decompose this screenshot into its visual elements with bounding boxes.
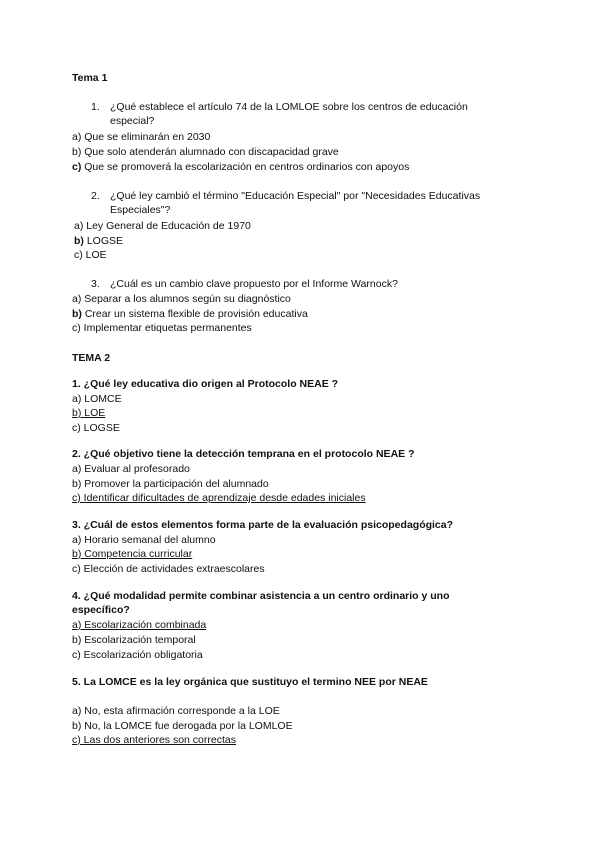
tema2-q2-option-c: c) Identificar dificultades de aprendizaje desde edades iniciales bbox=[72, 492, 366, 504]
tema2-q2-option-a: a) Evaluar al profesorado bbox=[72, 463, 190, 475]
tema1-q2-question-line1: ¿Qué ley cambió el término "Educación Especial" por "Necesidades Educativas bbox=[110, 190, 481, 202]
tema2-q4-option-b: b) Escolarización temporal bbox=[72, 634, 196, 646]
tema2-q2-option-b: b) Promover la participación del alumnado bbox=[72, 478, 269, 490]
tema1-heading: Tema 1 bbox=[72, 72, 108, 84]
tema1-q3-question: ¿Cuál es un cambio clave propuesto por el Informe Warnock? bbox=[110, 278, 398, 290]
tema2-q4-option-c: c) Escolarización obligatoria bbox=[72, 649, 203, 661]
tema1-q2-option-b-letter: b) bbox=[74, 235, 84, 247]
tema2-q1-option-b: b) LOE bbox=[72, 407, 106, 419]
tema1-q1-question-line1: ¿Qué establece el artículo 74 de la LOMLOE sobre los centros de educación bbox=[110, 101, 468, 113]
tema2-q3-question: 3. ¿Cuál de estos elementos forma parte de la evaluación psicopedagógica? bbox=[72, 519, 454, 531]
tema1-q2-option-c: c) LOE bbox=[74, 249, 107, 261]
tema1-q2-option-b-text: LOGSE bbox=[83, 235, 124, 247]
tema1-q1-question-line2: especial? bbox=[110, 115, 155, 127]
tema1-q3-option-b-letter: b) bbox=[72, 308, 82, 320]
tema1-q3-option-a: a) Separar a los alumnos según su diagnóstico bbox=[72, 293, 291, 305]
tema1-q1-option-b: b) Que solo atenderán alumnado con discapacidad grave bbox=[72, 146, 339, 158]
tema2-q5-option-b: b) No, la LOMCE fue derogada por la LOMLOE bbox=[72, 720, 293, 732]
tema1-q2-question-line2: Especiales"? bbox=[110, 204, 171, 216]
tema2-q3-option-a: a) Horario semanal del alumno bbox=[72, 534, 216, 546]
tema1-q3-option-b bbox=[72, 308, 308, 321]
tema1-q2-option-b bbox=[74, 235, 123, 248]
tema1-q3-option-b-text: Crear un sistema flexible de provisión educativa bbox=[81, 308, 308, 320]
tema2-q5-question: 5. La LOMCE es la ley orgánica que sustituyo el termino NEE por NEAE bbox=[72, 676, 428, 688]
tema2-q3-option-c: c) Elección de actividades extraescolares bbox=[72, 563, 265, 575]
tema2-q1-option-c: c) LOGSE bbox=[72, 422, 120, 434]
tema1-q1-option-c-letter: c) bbox=[72, 161, 82, 173]
tema2-q1-option-a: a) LOMCE bbox=[72, 393, 122, 405]
tema2-q4-option-a: a) Escolarización combinada bbox=[72, 619, 207, 631]
tema2-heading: TEMA 2 bbox=[72, 352, 111, 364]
tema2-q4-question-line2: específico? bbox=[72, 604, 130, 616]
tema1-q3-number: 3. bbox=[91, 278, 100, 290]
tema2-q2-question: 2. ¿Qué objetivo tiene la detección temprana en el protocolo NEAE ? bbox=[72, 448, 415, 460]
tema1-q1-option-c-text: Que se promoverá la escolarización en centros ordinarios con apoyos bbox=[81, 161, 410, 173]
tema1-q1-number: 1. bbox=[91, 101, 100, 113]
tema1-q3-option-c: c) Implementar etiquetas permanentes bbox=[72, 322, 252, 334]
tema2-q4-question-line1: 4. ¿Qué modalidad permite combinar asistencia a un centro ordinario y uno bbox=[72, 590, 450, 602]
tema2-q5-option-a: a) No, esta afirmación corresponde a la LOE bbox=[72, 705, 280, 717]
tema2-q1-question: 1. ¿Qué ley educativa dio origen al Protocolo NEAE ? bbox=[72, 378, 339, 390]
tema2-q3-option-b: b) Competencia curricular bbox=[72, 548, 193, 560]
tema1-q1-option-a: a) Que se eliminarán en 2030 bbox=[72, 131, 211, 143]
tema2-q5-option-c: c) Las dos anteriores son correctas bbox=[72, 734, 236, 746]
tema1-q2-number: 2. bbox=[91, 190, 100, 202]
tema1-q2-option-a: a) Ley General de Educación de 1970 bbox=[74, 220, 251, 232]
tema1-q1-option-c bbox=[72, 161, 409, 174]
